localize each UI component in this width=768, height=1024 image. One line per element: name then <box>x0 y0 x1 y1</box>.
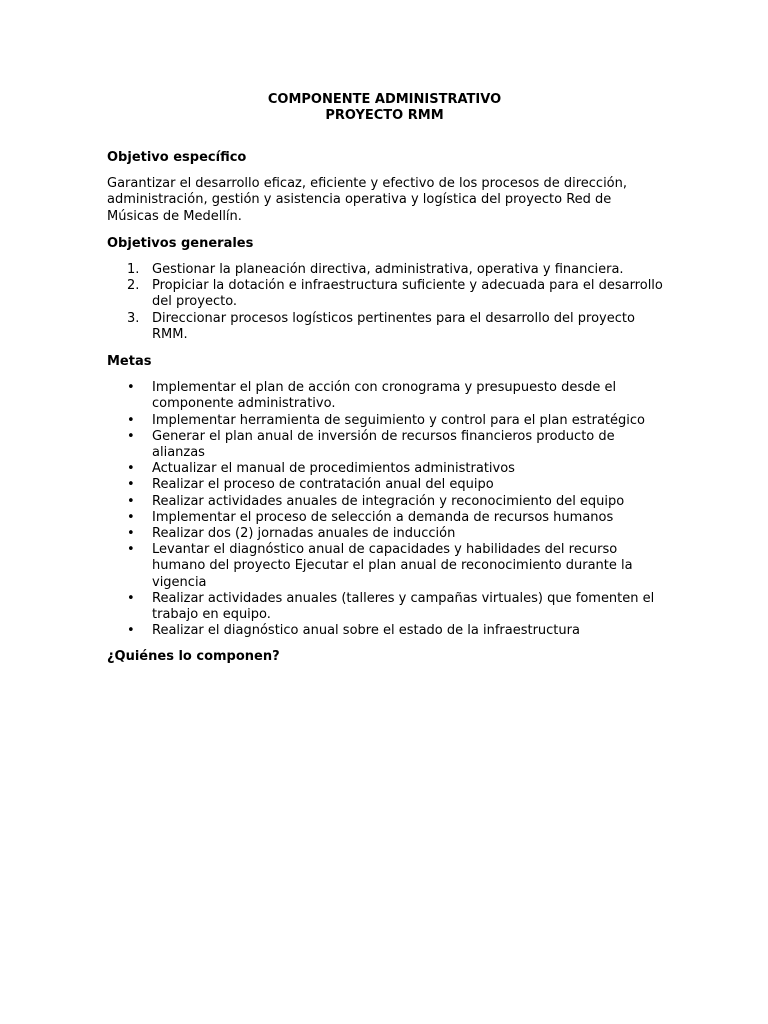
list-item-text: Generar el plan anual de inversión de recursos financieros producto de alianzas <box>152 428 615 461</box>
bullet-icon: • <box>127 590 135 606</box>
list-item <box>107 526 667 542</box>
list-item <box>107 429 667 461</box>
list-item-text: Implementar el plan de acción con cronograma y presupuesto desde el componente administrativo. <box>152 380 617 412</box>
list-item-text: Realizar actividades anuales (talleres y campañas virtuales) que fomenten el trabajo en equipo. <box>152 590 655 623</box>
list-item <box>107 510 667 526</box>
list-item <box>107 591 667 623</box>
bullet-icon: • <box>127 461 135 477</box>
list-item-text: Realizar actividades anuales de integración y reconocimiento del equipo <box>152 493 625 509</box>
document-page <box>107 92 667 666</box>
list-item-text: Realizar el diagnóstico anual sobre el estado de la infraestructura <box>152 623 580 639</box>
list-item <box>107 494 667 510</box>
title-line-1: COMPONENTE ADMINISTRATIVO <box>267 92 502 107</box>
list-item-text: Direccionar procesos logísticos pertinentes para el desarrollo del proyecto RMM. <box>152 310 635 342</box>
bullet-icon: • <box>127 623 135 639</box>
bullet-icon: • <box>127 526 135 542</box>
bullet-icon: • <box>127 509 135 525</box>
list-item-text: Realizar el proceso de contratación anual del equipo <box>152 477 494 493</box>
list-number: 3. <box>127 310 140 326</box>
list-item <box>107 477 667 493</box>
heading-objetivo-especifico: Objetivo específico <box>107 150 247 165</box>
list-item <box>107 623 667 639</box>
list-item-text: Realizar dos (2) jornadas anuales de inducción <box>152 526 456 542</box>
paragraph-objetivo-especifico: Garantizar el desarrollo eficaz, eficiente y efectivo de los procesos de dirección, administración, gestión y asistencia operativa y logística del proyecto Red de Músicas de Medellín. <box>107 176 627 224</box>
list-item <box>107 542 667 591</box>
document-title <box>107 92 662 123</box>
list-item <box>107 413 667 429</box>
metas-list <box>107 380 667 639</box>
list-item <box>107 262 667 278</box>
bullet-icon: • <box>127 477 135 493</box>
bullet-icon: • <box>127 542 135 558</box>
list-item-text: Levantar el diagnóstico anual de capacidades y habilidades del recurso humano del proyecto Ejecutar el plan anual de reconocimiento durante la vigencia <box>152 542 633 590</box>
list-item <box>107 311 667 343</box>
objetivos-generales-list <box>107 262 667 343</box>
list-item-text: Implementar el proceso de selección a demanda de recursos humanos <box>152 509 614 525</box>
bullet-icon: • <box>127 493 135 509</box>
list-item-text: Actualizar el manual de procedimientos administrativos <box>152 461 515 477</box>
list-item <box>107 380 667 412</box>
list-item-text: Implementar herramienta de seguimiento y control para el plan estratégico <box>152 412 645 428</box>
list-number: 2. <box>127 278 140 294</box>
list-item-text: Propiciar la dotación e infraestructura suficiente y adecuada para el desarrollo del proyecto. <box>152 278 663 310</box>
heading-metas: Metas <box>107 354 152 370</box>
bullet-icon: • <box>127 428 135 444</box>
title-line-2: PROYECTO RMM <box>325 107 444 123</box>
heading-objetivos-generales: Objetivos generales <box>107 235 254 251</box>
heading-quienes-lo-componen: ¿Quiénes lo componen? <box>107 649 280 665</box>
bullet-icon: • <box>127 412 135 428</box>
list-number: 1. <box>127 262 140 278</box>
bullet-icon: • <box>127 380 135 396</box>
list-item <box>107 278 667 310</box>
list-item-text: Gestionar la planeación directiva, administrativa, operativa y financiera. <box>152 262 624 278</box>
list-item <box>107 461 667 477</box>
